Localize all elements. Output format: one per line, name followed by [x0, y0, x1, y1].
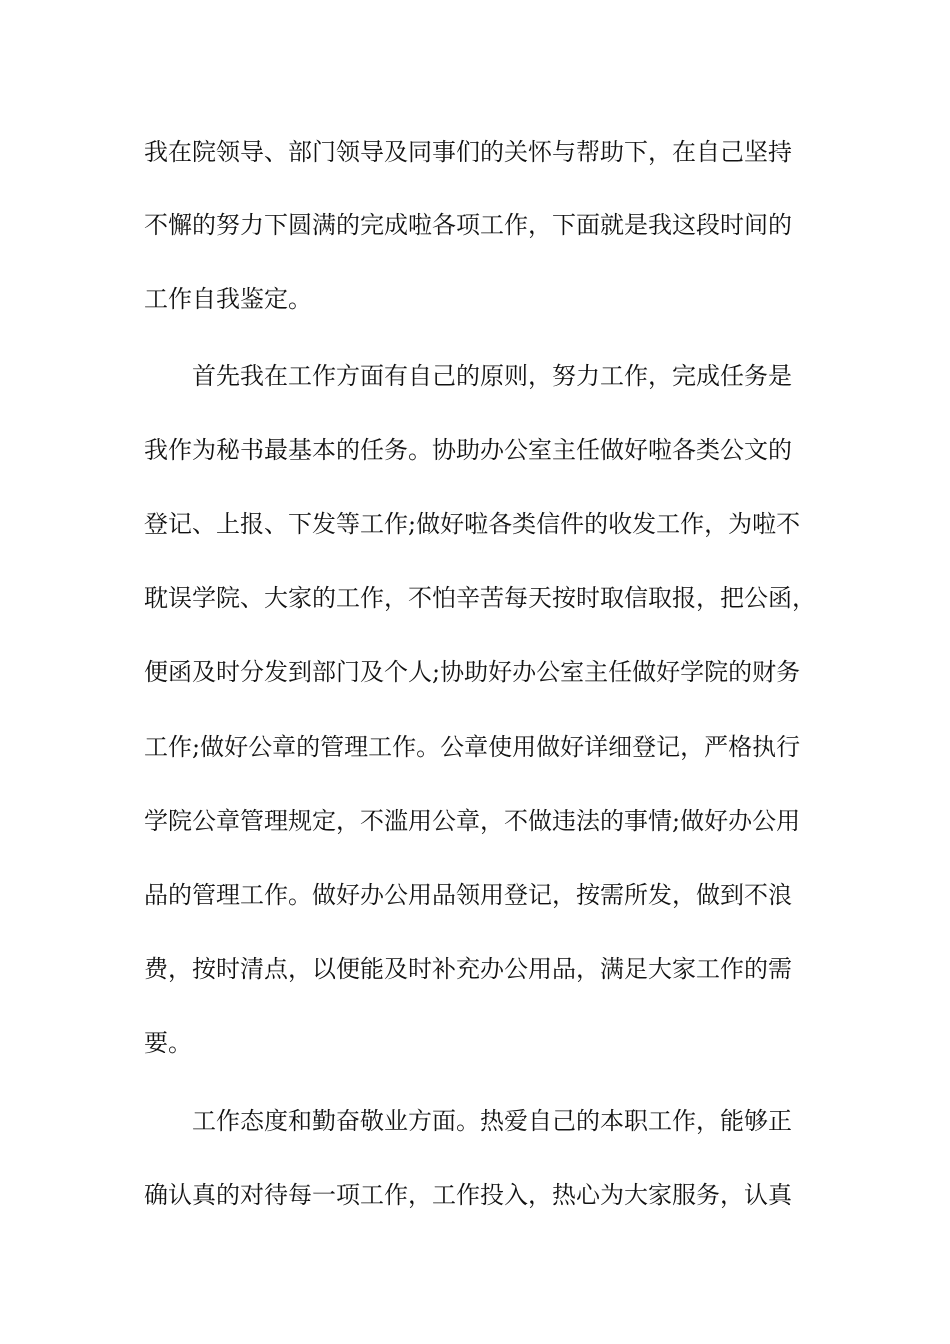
paragraph-2-line-2: 我作为秘书最基本的任务。协助办公室主任做好啦各类公文的 — [144, 436, 792, 464]
paragraph-2-line-8: 品的管理工作。做好办公用品领用登记，按需所发，做到不浪 — [144, 881, 792, 909]
paragraph-2-line-6: 工作;做好公章的管理工作。公章使用做好详细登记，严格执行 — [144, 733, 801, 761]
paragraph-2-line-5: 便函及时分发到部门及个人;协助好办公室主任做好学院的财务 — [144, 658, 801, 686]
paragraph-2-line-4: 耽误学院、大家的工作，不怕辛苦每天按时取信取报，把公函， — [144, 584, 816, 612]
paragraph-1-line-2: 不懈的努力下圆满的完成啦各项工作，下面就是我这段时间的 — [144, 211, 792, 239]
paragraph-2-line-7: 学院公章管理规定，不滥用公章，不做违法的事情;做好办公用 — [144, 807, 801, 835]
paragraph-2-line-3: 登记、上报、下发等工作;做好啦各类信件的收发工作，为啦不 — [144, 510, 801, 538]
paragraph-3-line-1: 工作态度和勤奋敬业方面。热爱自己的本职工作，能够正 — [192, 1107, 792, 1135]
paragraph-3-line-2: 确认真的对待每一项工作，工作投入，热心为大家服务，认真 — [144, 1181, 792, 1209]
paragraph-1-line-1: 我在院领导、部门领导及同事们的关怀与帮助下，在自己坚持 — [144, 138, 792, 166]
paragraph-2-line-1: 首先我在工作方面有自己的原则，努力工作，完成任务是 — [192, 362, 792, 390]
paragraph-2-line-9: 费，按时清点，以便能及时补充办公用品，满足大家工作的需 — [144, 955, 792, 983]
paragraph-2-line-10: 要。 — [144, 1029, 192, 1057]
paragraph-1-line-3: 工作自我鉴定。 — [144, 285, 312, 313]
